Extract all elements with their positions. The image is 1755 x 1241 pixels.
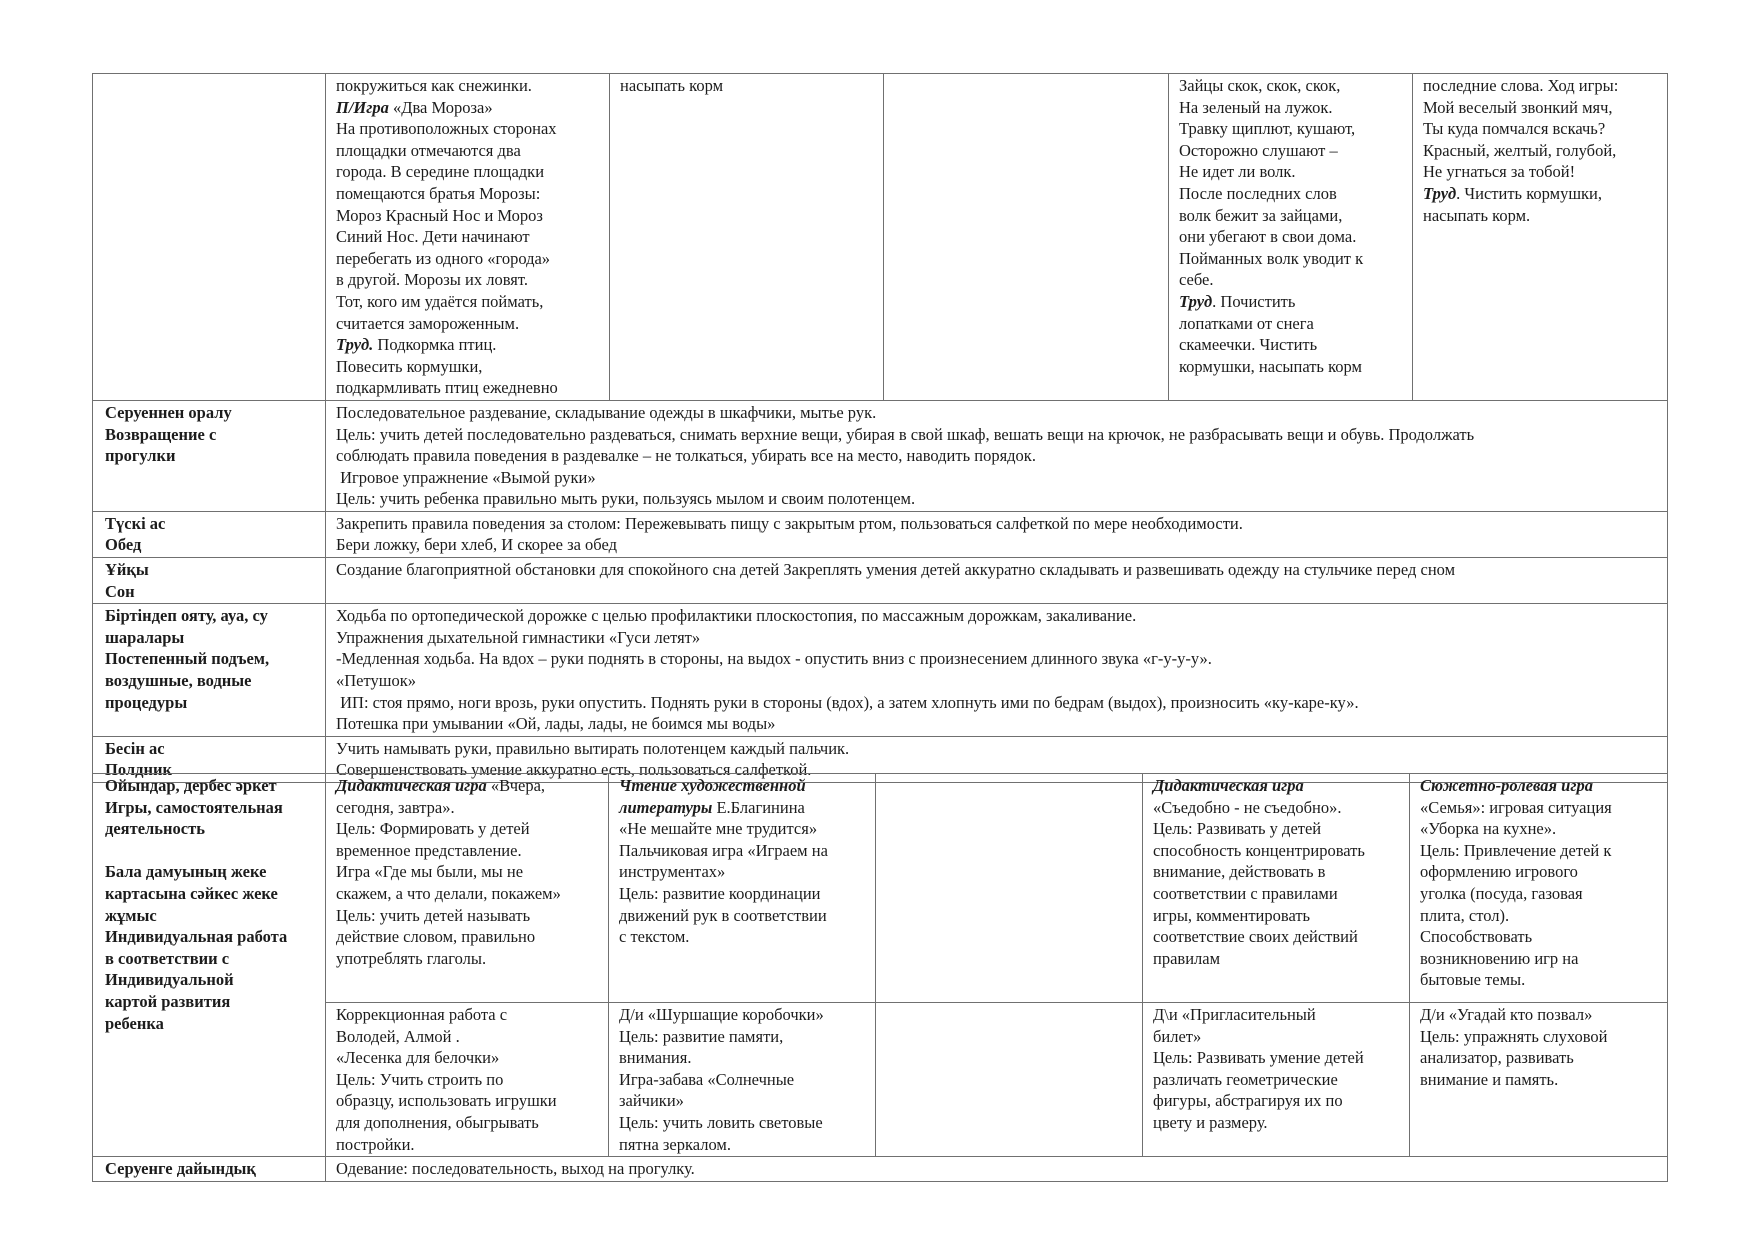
text-line: Возвращение с	[105, 424, 217, 444]
text-line: Игра «Где мы были, мы не	[336, 862, 524, 882]
text-line: Индивидуальной	[105, 970, 234, 990]
text-line: Цель: Привлечение детей к	[1420, 840, 1612, 860]
text-line: процедуры	[105, 692, 188, 712]
text-line: волк бежит за зайцами,	[1179, 205, 1343, 225]
text-line: пятна зеркалом.	[619, 1134, 731, 1154]
text-line: различать геометрические	[1153, 1069, 1338, 1089]
text-line	[1420, 775, 1657, 797]
text-line: Ойындар, дербес әркет	[105, 776, 277, 795]
text-line: Закрепить правила поведения за столом: Пережевывать пищу с закрытым ртом, пользоваться салфеткой по мере необходимости.	[336, 513, 1243, 533]
text-line: уголка (посуда, газовая	[1420, 883, 1583, 903]
thursday-cell	[1169, 74, 1413, 401]
text-line: Пойманных волк уводит к	[1179, 248, 1364, 268]
text-line: возникновению игр на	[1420, 948, 1579, 968]
text-line: они убегают в свои дома.	[1179, 227, 1357, 247]
text-line: Зайцы скок, скок, скок,	[1179, 76, 1341, 95]
label-cell	[93, 74, 326, 401]
text-line: Д\и «Пригласительный	[1153, 1005, 1316, 1024]
text-line: соответствии с правилами	[1153, 883, 1338, 903]
individual-tuesday	[609, 1003, 876, 1157]
text-line	[105, 840, 315, 862]
text-line: Игра-забава «Солнечные	[619, 1069, 795, 1089]
text-line: «Уборка на кухне».	[1420, 819, 1557, 839]
table-row	[93, 1157, 1668, 1182]
table-row	[93, 774, 1668, 1003]
text-line: «Не мешайте мне трудится»	[619, 819, 818, 839]
text-line: последние слова. Ход игры:	[1423, 76, 1619, 95]
text-line: кормушки, насыпать корм	[1179, 356, 1362, 376]
text-line: покружиться как снежинки.	[336, 76, 532, 95]
monday-cell	[326, 74, 610, 401]
text-line: Мороз Красный Нос и Мороз	[336, 205, 543, 225]
emphasis-text: Труд.	[336, 335, 374, 355]
text-line: На зеленый на лужок.	[1179, 97, 1333, 117]
emphasis-text: П/Игра	[336, 97, 389, 117]
text-line: Учить намывать руки, правильно вытирать полотенцем каждый пальчик.	[336, 738, 850, 758]
text-line: Бесін ас	[105, 738, 165, 758]
text-line: «Петушок»	[336, 671, 416, 691]
text-line: Последовательное раздевание, складывание одежды в шкафчики, мытье рук.	[336, 402, 877, 422]
sleep-content	[326, 558, 1668, 604]
individual-thursday	[1143, 1003, 1410, 1157]
line-text: Подкормка птиц.	[373, 335, 497, 355]
schedule-table-top	[92, 73, 1668, 783]
text-line: картасына сәйкес жеке	[105, 883, 278, 903]
text-line: Серуенге дайындық	[105, 1159, 256, 1179]
walk-prep-content	[326, 1157, 1668, 1182]
text-line: временное представление.	[336, 840, 522, 860]
text-line: способность концентрировать	[1153, 840, 1365, 860]
games-thursday	[1143, 774, 1410, 1003]
text-line: себе.	[1179, 270, 1214, 290]
sleep-label	[93, 558, 326, 604]
text-line: постройки.	[336, 1134, 415, 1154]
emphasis-text: Дидактическая игра	[1153, 776, 1304, 795]
text-line: Түскі ас	[105, 513, 166, 533]
schedule-table-bottom	[92, 773, 1668, 1182]
text-line: Цель: учить ребенка правильно мыть руки, пользуясь мылом и своим полотенцем.	[336, 489, 916, 509]
text-line: анализатор, развивать	[1420, 1048, 1574, 1068]
text-line: деятельность	[105, 819, 205, 839]
text-line: оформлению игрового	[1420, 862, 1578, 882]
text-line: Обед	[105, 535, 142, 555]
text-line: насыпать корм.	[1423, 205, 1531, 225]
line-text: «Два Мороза»	[388, 97, 493, 117]
text-line: фигуры, абстрагируя их по	[1153, 1091, 1343, 1111]
text-line: картой развития	[105, 991, 231, 1011]
text-line: Осторожно слушают –	[1179, 140, 1338, 160]
text-line: Игровое упражнение «Вымой руки»	[336, 467, 596, 487]
text-line: внимание и память.	[1420, 1069, 1559, 1089]
text-line: в другой. Морозы их ловят.	[336, 270, 528, 290]
line-text: . Почистить	[1212, 291, 1296, 311]
text-line: игры, комментировать	[1153, 905, 1311, 925]
text-line: Не идет ли волк.	[1179, 162, 1296, 182]
text-line: «Семья»: игровая ситуация	[1420, 797, 1612, 817]
text-line: внимание, действовать в	[1153, 862, 1326, 882]
line-text: . Чистить кормушки,	[1456, 183, 1602, 203]
table-row	[93, 74, 1668, 401]
text-line: Бала дамуының жеке	[105, 862, 267, 882]
text-line: Полдник	[105, 760, 172, 780]
text-line: Цель: Учить строить по	[336, 1069, 504, 1089]
text-line: считается замороженным.	[336, 313, 520, 333]
text-line: инструментах»	[619, 862, 726, 882]
text-line: На противоположных сторонах	[336, 119, 557, 139]
individual-monday	[326, 1003, 609, 1157]
text-line: Цель: упражнять слуховой	[1420, 1026, 1608, 1046]
individual-friday	[1410, 1003, 1668, 1157]
text-line: Упражнения дыхательной гимнастики «Гуси летят»	[336, 627, 701, 647]
text-line: внимания.	[619, 1048, 692, 1068]
text-line: Цель: Развивать умение детей	[1153, 1048, 1364, 1068]
games-monday	[326, 774, 609, 1003]
text-line	[336, 334, 599, 356]
text-line: Не угнаться за тобой!	[1423, 162, 1576, 182]
games-friday	[1410, 774, 1668, 1003]
text-line: движений рук в соответствии	[619, 905, 827, 925]
text-line: скамеечки. Чистить	[1179, 335, 1318, 355]
text-line: помещаются братья Морозы:	[336, 183, 541, 203]
wakeup-label	[93, 604, 326, 737]
text-line: Цель: Развивать у детей	[1153, 819, 1322, 839]
text-line: Володей, Алмой .	[336, 1026, 460, 1046]
text-line: Біртіндеп ояту, ауа, су	[105, 606, 268, 626]
text-line: воздушные, водные	[105, 671, 252, 691]
text-line: Постепенный подъем,	[105, 649, 270, 669]
text-line: ребенка	[105, 1013, 164, 1033]
lunch-content	[326, 511, 1668, 557]
text-line	[619, 775, 865, 797]
text-line	[336, 775, 598, 797]
text-line: плита, стол).	[1420, 905, 1510, 925]
text-line: жұмыс	[105, 905, 157, 925]
individual-wednesday	[876, 1003, 1143, 1157]
text-line: Мой веселый звонкий мяч,	[1423, 97, 1613, 117]
line-text: «Вчера,	[486, 776, 546, 795]
text-line: правилам	[1153, 948, 1221, 968]
text-line: Цель: учить ловить световые	[619, 1112, 823, 1132]
text-line: Создание благоприятной обстановки для спокойного сна детей Закреплять умения детей аккуратно складывать и развешивать одежду на стульчике перед сном	[336, 560, 1456, 580]
text-line: Бери ложку, бери хлеб, И скорее за обед	[336, 535, 617, 555]
text-line: употреблять глаголы.	[336, 948, 487, 968]
text-line: Ұйқы	[105, 560, 149, 580]
emphasis-text: Дидактическая игра	[336, 776, 487, 795]
text-line: Сон	[105, 581, 135, 601]
games-tuesday	[609, 774, 876, 1003]
text-line: Ты куда помчался вскачь?	[1423, 119, 1606, 139]
text-line: Коррекционная работа с	[336, 1005, 508, 1024]
text-line	[1423, 183, 1657, 205]
games-wednesday	[876, 774, 1143, 1003]
emphasis-text: Сюжетно-ролевая игра	[1420, 776, 1593, 795]
text-line	[619, 797, 865, 819]
text-line: шаралары	[105, 627, 185, 647]
table-row	[93, 604, 1668, 737]
text-line: Ходьба по ортопедической дорожке с целью профилактики плоскостопия, по массажным дорожкам, закаливание.	[336, 606, 1137, 626]
text-line: Цель: учить детей последовательно раздеваться, снимать верхние вещи, убирая в свой шкаф, вешать вещи на крючок, не разбрасывать вещи и обувь. Продолжать	[336, 424, 1475, 444]
text-line: Цель: развитие координации	[619, 883, 821, 903]
text-line	[336, 97, 599, 119]
text-line: «Съедобно - не съедобно».	[1153, 797, 1342, 817]
text-line: -Медленная ходьба. На вдох – руки поднять в стороны, на выдох - опустить вниз с произнесением длинного звука «г-у-у-у».	[336, 649, 1212, 669]
emphasis-text: Труд	[1179, 291, 1213, 311]
walk-prep-label	[93, 1157, 326, 1182]
line-text: Е.Благинина	[712, 797, 805, 817]
text-line: подкармливать птиц ежедневно	[336, 378, 558, 398]
emphasis-text: Труд	[1423, 183, 1457, 203]
text-line: Цель: развитие памяти,	[619, 1026, 784, 1046]
return-walk-label	[93, 400, 326, 511]
wednesday-cell	[884, 74, 1169, 401]
text-line: зайчики»	[619, 1091, 684, 1111]
text-line: Игры, самостоятельная	[105, 797, 283, 817]
friday-cell	[1413, 74, 1668, 401]
text-line: Способствовать	[1420, 927, 1533, 947]
text-line: Повесить кормушки,	[336, 356, 483, 376]
lunch-label	[93, 511, 326, 557]
wakeup-content	[326, 604, 1668, 737]
text-line: Травку щиплют, кушают,	[1179, 119, 1356, 139]
text-line: Цель: Формировать у детей	[336, 819, 530, 839]
text-line: насыпать корм	[620, 76, 724, 95]
emphasis-text: Чтение художественной	[619, 776, 806, 795]
text-line: Д/и «Угадай кто позвал»	[1420, 1005, 1593, 1024]
text-line: сегодня, завтра».	[336, 797, 455, 817]
text-line: Серуеннен оралу	[105, 402, 232, 422]
return-walk-content	[326, 400, 1668, 511]
text-line: Одевание: последовательность, выход на прогулку.	[336, 1159, 695, 1179]
text-line	[1153, 775, 1399, 797]
text-line: ИП: стоя прямо, ноги врозь, руки опустить. Поднять руки в стороны (вдох), а затем хлопнуть ими по бедрам (выдох), произносить «ку-каре-ку».	[336, 692, 1359, 712]
text-line: перебегать из одного «города»	[336, 248, 551, 268]
text-line	[1179, 291, 1402, 313]
text-line: Индивидуальная работа	[105, 927, 288, 947]
text-line: для дополнения, обыгрывать	[336, 1112, 539, 1132]
text-line: Д/и «Шуршащие коробочки»	[619, 1005, 824, 1024]
text-line: действие словом, правильно	[336, 927, 536, 947]
text-line: соблюдать правила поведения в раздевалке – не толкаться, убирать все на место, наводить порядок.	[336, 446, 1036, 466]
table-row	[93, 400, 1668, 511]
text-line: образцу, использовать игрушки	[336, 1091, 557, 1111]
text-line: Красный, желтый, голубой,	[1423, 140, 1617, 160]
text-line: цвету и размеру.	[1153, 1112, 1268, 1132]
text-line: соответствие своих действий	[1153, 927, 1358, 947]
text-line: прогулки	[105, 446, 176, 466]
text-line: После последних слов	[1179, 183, 1337, 203]
text-line: Синий Нос. Дети начинают	[336, 227, 530, 247]
games-label	[93, 774, 326, 1157]
text-line: скажем, а что делали, покажем»	[336, 883, 561, 903]
text-line: Потешка при умывании «Ой, лады, лады, не боимся мы воды»	[336, 714, 776, 734]
emphasis-text: литературы	[619, 797, 713, 817]
tuesday-cell	[610, 74, 884, 401]
text-line: города. В середине площадки	[336, 162, 545, 182]
table-row	[93, 558, 1668, 604]
text-line: Совершенствовать умение аккуратно есть, пользоваться салфеткой.	[336, 760, 812, 780]
text-line: билет»	[1153, 1026, 1202, 1046]
table-row	[93, 511, 1668, 557]
text-line: в соответствии с	[105, 948, 230, 968]
text-line: Пальчиковая игра «Играем на	[619, 840, 828, 860]
text-line: Тот, кого им удаётся поймать,	[336, 291, 544, 311]
text-line: бытовые темы.	[1420, 970, 1526, 990]
text-line: лопатками от снега	[1179, 313, 1314, 333]
text-line: «Лесенка для белочки»	[336, 1048, 500, 1068]
text-line: Цель: учить детей называть	[336, 905, 531, 925]
text-line: площадки отмечаются два	[336, 140, 521, 160]
table-row	[93, 1003, 1668, 1157]
text-line: с текстом.	[619, 927, 690, 947]
